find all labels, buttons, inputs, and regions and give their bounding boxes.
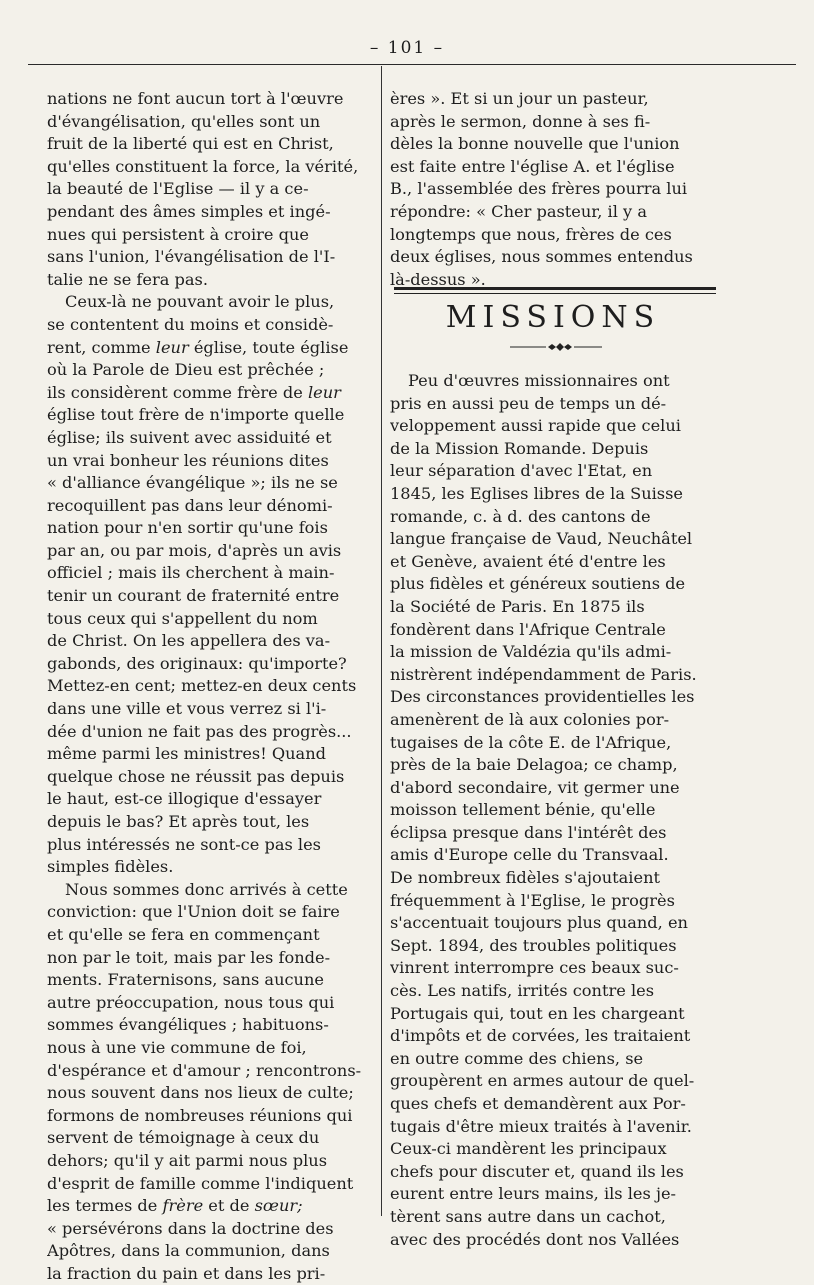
text-line: chefs pour discuter et, quand ils les <box>390 1161 684 1181</box>
section-rule <box>394 287 716 294</box>
text-line: la fraction du pain et dans les pri- <box>47 1263 326 1283</box>
text-line: 1845, les Eglises libres de la Suisse <box>390 483 684 503</box>
text-line: ques chefs et demandèrent aux Por- <box>390 1094 686 1113</box>
text-line: simples fidèles. <box>47 857 174 877</box>
text-line: d'abord secondaire, vit germer une <box>390 777 680 797</box>
section-title: MISSIONS <box>445 300 661 335</box>
text-line: veloppement aussi rapide que celui <box>390 416 681 436</box>
text-line: pendant des âmes simples et ingé- <box>47 201 331 221</box>
text-line: sans l'union, l'évangélisation de l'I- <box>47 247 336 267</box>
text-line: église tout frère de n'importe quelle <box>47 405 345 425</box>
header-rule <box>28 64 796 65</box>
text-line: Portugais qui, tout en les chargeant <box>390 1003 685 1023</box>
text-line: dans une ville et vous verrez si l'i- <box>47 699 327 719</box>
text-line: éclipsa presque dans l'intérêt des <box>390 822 667 842</box>
text-line: cès. Les natifs, irrités contre les <box>390 981 655 1001</box>
text-line: Nous sommes donc arrivés à cette <box>65 879 348 899</box>
text-line: recoquillent pas dans leur dénomi- <box>47 495 333 515</box>
text-line: nous à une vie commune de foi, <box>47 1037 307 1057</box>
text-line: non par le toit, mais par les fonde- <box>47 947 331 967</box>
text-line: ments. Fraternisons, sans aucune <box>47 970 324 990</box>
text-line: quelque chose ne réussit pas depuis <box>47 766 345 786</box>
text-line: vinrent interrompre ces beaux suc- <box>390 958 679 978</box>
text-line: autre préoccupation, nous tous qui <box>47 992 335 1012</box>
text-line: de Christ. On les appellera des va- <box>47 631 331 651</box>
text-line: tèrent sans autre dans un cachot, <box>390 1206 666 1226</box>
text-line: avec des procédés dont nos Vallées <box>390 1229 680 1249</box>
text-line: Apôtres, dans la communion, dans <box>47 1241 330 1261</box>
text-line: dehors; qu'il y ait parmi nous plus <box>47 1150 328 1170</box>
ornament-divider <box>510 342 602 352</box>
text-line: là-dessus ». <box>390 269 486 289</box>
text-line: depuis le bas? Et après tout, les <box>47 812 310 831</box>
text-line: la mission de Valdézia qu'ils admi- <box>390 642 672 662</box>
text-line: par an, ou par mois, d'après un avis <box>47 540 342 560</box>
text-line: le haut, est-ce illogique d'essayer <box>47 789 322 809</box>
text-line: un vrai bonheur les réunions dites <box>47 450 329 470</box>
text-line: fondèrent dans l'Afrique Centrale <box>390 619 666 639</box>
text-line: groupèrent en armes autour de quel- <box>390 1071 695 1091</box>
text-line: ères ». Et si un jour un pasteur, <box>390 89 649 108</box>
text-line: plus intéressés ne sont-ce pas les <box>47 834 321 854</box>
column-divider <box>381 66 382 1216</box>
text-line: est faite entre l'église A. et l'église <box>390 156 675 176</box>
text-line: amenèrent de là aux colonies por- <box>390 709 670 729</box>
text-line: nations ne font aucun tort à l'œuvre <box>47 89 344 108</box>
paragraph <box>390 88 716 291</box>
text-line: Ceux-là ne pouvant avoir le plus, <box>65 292 335 312</box>
text-line: pris en aussi peu de temps un dé- <box>390 393 667 413</box>
text-line: Des circonstances providentielles les <box>390 687 695 707</box>
text-line: tous ceux qui s'appellent du nom <box>47 608 318 628</box>
text-line: servent de témoignage à ceux du <box>47 1128 320 1148</box>
paragraph <box>47 88 371 291</box>
text-line: deux églises, nous sommes entendus <box>390 247 693 267</box>
text-line: les termes de frère et de sœur; <box>47 1196 303 1216</box>
text-line: d'impôts et de corvées, les traitaient <box>390 1026 691 1046</box>
text-line: dèles la bonne nouvelle que l'union <box>390 134 680 154</box>
text-line: après le sermon, donne à ses fi- <box>390 111 651 131</box>
text-line: B., l'assemblée des frères pourra lui <box>390 179 688 199</box>
text-line: tugais d'être mieux traités à l'avenir. <box>390 1116 692 1136</box>
left-column <box>47 88 371 1285</box>
right-column-bottom <box>390 370 716 1251</box>
text-line: talie ne se fera pas. <box>47 269 208 289</box>
text-line: De nombreux fidèles s'ajoutaient <box>390 868 660 888</box>
page-number: – 101 – <box>369 38 445 58</box>
text-line: et qu'elle se fera en commençant <box>47 924 320 944</box>
text-line: s'accentuait toujours plus quand, en <box>390 913 688 933</box>
text-line: romande, c. à d. des cantons de <box>390 506 651 526</box>
text-line: d'évangélisation, qu'elles sont un <box>47 111 321 131</box>
text-line: « persévérons dans la doctrine des <box>47 1218 334 1238</box>
text-line: leur séparation d'avec l'Etat, en <box>390 461 653 481</box>
text-line: Sept. 1894, des troubles politiques <box>390 935 677 955</box>
text-line: Mettez-en cent; mettez-en deux cents <box>47 676 357 696</box>
text-line: officiel ; mais ils cherchent à main- <box>47 563 335 583</box>
text-line: d'esprit de famille comme l'indiquent <box>47 1173 354 1193</box>
text-line: en outre comme des chiens, se <box>390 1048 644 1068</box>
text-line: fréquemment à l'Eglise, le progrès <box>390 890 675 910</box>
paragraph <box>390 370 716 1251</box>
text-line: nues qui persistent à croire que <box>47 224 309 244</box>
text-line: eurent entre leurs mains, ils les je- <box>390 1184 677 1204</box>
text-line: nation pour n'en sortir qu'une fois <box>47 518 328 538</box>
text-line: Ceux-ci mandèrent les principaux <box>390 1139 667 1159</box>
text-line: Peu d'œuvres missionnaires ont <box>408 371 670 390</box>
text-line: d'espérance et d'amour ; rencontrons- <box>47 1060 362 1080</box>
text-line: fruit de la liberté qui est en Christ, <box>47 134 334 154</box>
paragraph <box>47 291 371 878</box>
text-line: église; ils suivent avec assiduité et <box>47 427 332 447</box>
text-line: tugaises de la côte E. de l'Afrique, <box>390 732 672 752</box>
text-line: de la Mission Romande. Depuis <box>390 438 649 458</box>
text-line: nistrèrent indépendamment de Paris. <box>390 664 697 684</box>
text-line: « d'alliance évangélique »; ils ne se <box>47 473 338 493</box>
text-line: plus fidèles et généreux soutiens de <box>390 574 686 594</box>
text-line: formons de nombreuses réunions qui <box>47 1105 353 1125</box>
text-line: dée d'union ne fait pas des progrès... <box>47 721 352 741</box>
text-line: rent, comme leur église, toute église <box>47 337 349 357</box>
text-line: sommes évangéliques ; habituons- <box>47 1015 329 1035</box>
right-column-top <box>390 88 716 291</box>
text-line: conviction: que l'Union doit se faire <box>47 902 340 922</box>
text-line: près de la baie Delagoa; ce champ, <box>390 755 678 775</box>
text-line: où la Parole de Dieu est prêchée ; <box>47 360 325 380</box>
text-line: ils considèrent comme frère de leur <box>47 382 341 402</box>
text-line: moisson tellement bénie, qu'elle <box>390 800 656 820</box>
text-line: longtemps que nous, frères de ces <box>390 224 672 244</box>
paragraph <box>47 879 371 1285</box>
text-line: répondre: « Cher pasteur, il y a <box>390 201 647 221</box>
text-line: et Genève, avaient été d'entre les <box>390 551 666 571</box>
text-line: même parmi les ministres! Quand <box>47 744 326 764</box>
text-line: amis d'Europe celle du Transvaal. <box>390 845 669 865</box>
text-line: la beauté de l'Eglise — il y a ce- <box>47 179 309 199</box>
text-line: se contentent du moins et considè- <box>47 314 334 334</box>
text-line: la Société de Paris. En 1875 ils <box>390 596 645 616</box>
text-line: gabonds, des originaux: qu'importe? <box>47 653 347 673</box>
text-line: langue française de Vaud, Neuchâtel <box>390 529 693 549</box>
text-line: tenir un courant de fraternité entre <box>47 586 340 606</box>
text-line: nous souvent dans nos lieux de culte; <box>47 1083 354 1103</box>
text-line: qu'elles constituent la force, la vérité, <box>47 156 359 176</box>
